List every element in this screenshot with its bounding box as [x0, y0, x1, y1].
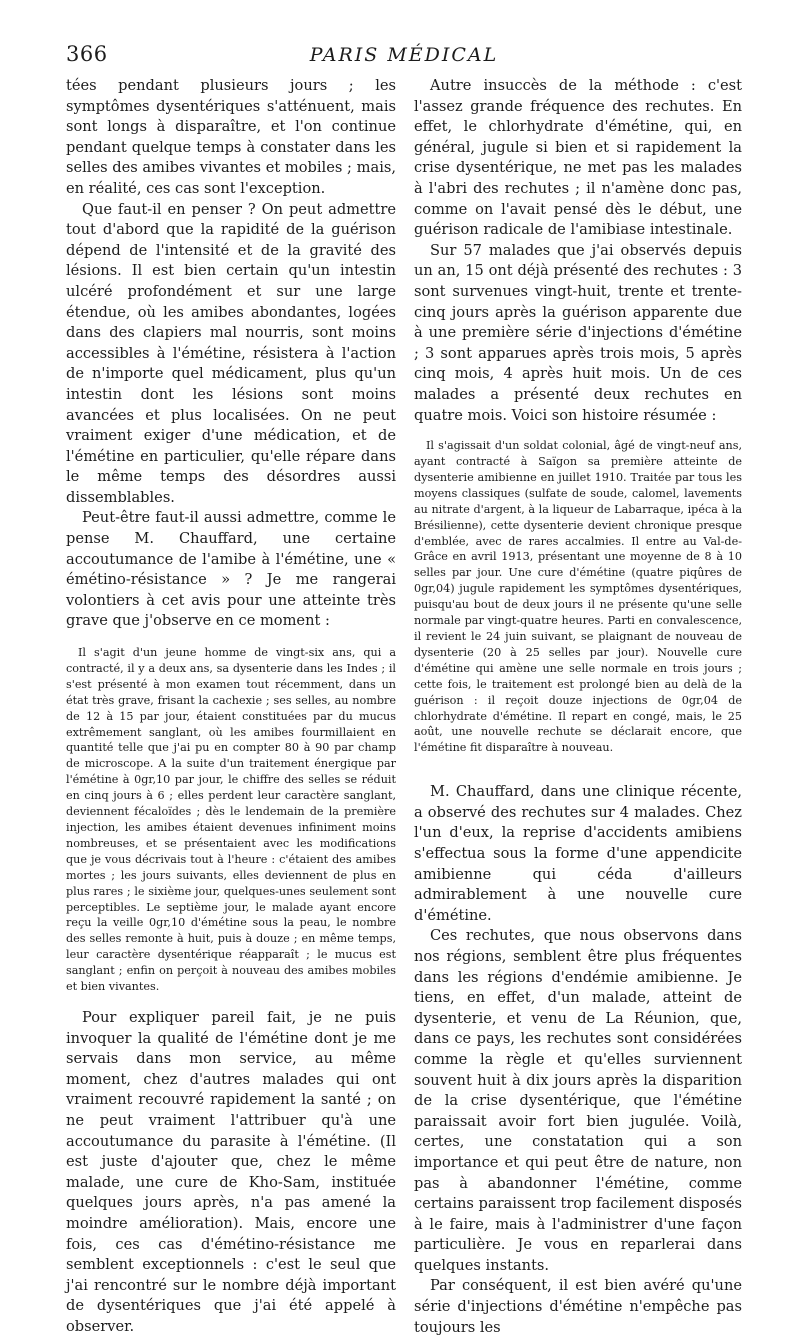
- running-title: PARIS MÉDICAL: [309, 44, 499, 66]
- case-report: Il s'agissait d'un soldat colonial, âgé de vingt-neuf ans, ayant contracté à Saïgon sa première atteinte de dysenterie amibienne en juillet 1910. Traitée par tous les moyens classiques (sulfate de soude, calomel, lavements au nitrate d'argent, à la liqueur de Labarraque, ipéca à la Brésilienne), cette dysenterie devient chronique presque d'emblée, avec de rares accalmies. Il entre au Val-de-Grâce en avril 1913, présentant une moyenne de 8 à 10 selles par jour. Une cure d'émétine (quatre piqûres de 0gr,04) jugule rapidement les symptômes dysentériques, puisqu'au bout de deux jours il ne présente qu'une selle normale par vingt-quatre heures. Parti en convalescence, il revient le 24 juin suivant, se plaignant de nouveau de dysenterie (20 à 25 selles par jour). Nouvelle cure d'émétine qui amène une selle normale en trois jours ; cette fois, le traitement est prolongé bien au delà de la guérison : il reçoit douze injections de 0gr,04 de chlorhydrate d'émétine. Il repart en congé, mais, le 25 août, une nouvelle rechute se déclarait encore, que l'émétine fit disparaître à nouveau.: [414, 439, 742, 755]
- paragraph: Ces rechutes, que nous observons dans nos régions, semblent être plus fréquentes dans les régions d'endémie amibienne. Je tiens, en effet, d'un malade, atteint de dysenterie, et venu de La Réunion, que, dans ce pays, les rechutes sont considérées comme la règle et qu'elles surviennent souvent huit à dix jours après la disparition de la crise dysentérique, que l'émétine paraissait avoir fort bien jugulée. Voilà, certes, une constatation qui a son importance et qui peut être de nature, non pas à abandonner l'émétine, comme certains paraissent trop facilement disposés à le faire, mais à l'administrer d'une façon particulière. Je vous en reparlerai dans quelques instants.: [414, 927, 742, 1274]
- paragraph: Que faut-il en penser ? On peut admettre tout d'abord que la rapidité de la guérison dépend de l'intensité et de la gravité des lésions. Il est bien certain qu'un intestin ulcéré profondément et sur une large étendue, où les amibes abondantes, logées dans des clapiers mal nourris, sont moins accessibles à l'émétine, résistera à l'action de n'importe quel médicament, plus qu'un intestin dont les lésions sont moins avancées et plus localisées. On ne peut vraiment exiger d'une médication, et de l'émétine en particulier, qu'elle répare dans le même temps des désordres aussi dissemblables.: [66, 200, 396, 506]
- paragraph: Pour expliquer pareil fait, je ne puis invoquer la qualité de l'émétine dont je me servais dans mon service, au même moment, chez d'autres malades qui ont vraiment recouvré rapidement la santé ; on ne peut vraiment l'attribuer qu'à une accoutumance du parasite à l'émétine. (Il est juste d'ajouter que, chez le même malade, une cure de Kho-Sam, instituée quelques jours après, n'a pas amené la moindre amélioration). Mais, encore une fois, ces cas d'émétino-résistance me semblent exceptionnels : c'est le seul que j'ai rencontré sur le nombre déjà important de dysentériques que j'ai été appelé à observer.: [66, 1008, 396, 1335]
- paragraph: Autre insuccès de la méthode : c'est l'assez grande fréquence des rechutes. En effet, le chlorhydrate d'émétine, qui, en général, jugule si bien et si rapidement la crise dysentérique, ne met pas les malades à l'abri des rechutes ; il n'amène donc pas, comme on l'avait pensé dès le début, une guérison radicale de l'amibiase intestinale.: [414, 77, 742, 239]
- right-column: [414, 76, 742, 1338]
- paragraph: M. Chauffard, dans une clinique récente, a observé des rechutes sur 4 malades. Chez l'un d'eux, la reprise d'accidents amibiens s'effectua sous la forme d'une appendicite amibienne qui céda d'ailleurs admirablement à une nouvelle cure d'émétine.: [414, 783, 742, 924]
- page-header: [66, 42, 742, 72]
- left-column: [66, 76, 396, 1337]
- paragraph: tées pendant plusieurs jours ; les symptômes dysentériques s'atténuent, mais sont longs à disparaître, et l'on continue pendant quelque temps à constater dans les selles des amibes vivantes et mobiles ; mais, en réalité, ces cas sont l'exception.: [66, 77, 396, 197]
- paragraph: Par conséquent, il est bien avéré qu'une série d'injections d'émétine n'empêche pas toujours les: [414, 1277, 742, 1336]
- page-number: 366: [66, 42, 108, 66]
- paragraph: Peut-être faut-il aussi admettre, comme le pense M. Chauffard, une certaine accoutumance de l'amibe à l'émétine, une « émétino-résistance » ? Je me rangerai volontiers à cet avis pour une atteinte très grave que j'observe en ce moment :: [66, 509, 396, 630]
- paragraph: Sur 57 malades que j'ai observés depuis un an, 15 ont déjà présenté des rechutes : 3 sont survenues vingt-huit, trente et trente-cinq jours après la guérison apparente due à une première série d'injections d'émétine ; 3 sont apparues après trois mois, 5 après cinq mois, 4 après huit mois. Un de ces malades a présenté deux rechutes en quatre mois. Voici son histoire résumée :: [414, 241, 742, 424]
- case-report: Il s'agit d'un jeune homme de vingt-six ans, qui a contracté, il y a deux ans, sa dysenterie dans les Indes ; il s'est présenté à mon examen tout récemment, dans un état très grave, frisant la cachexie ; ses selles, au nombre de 12 à 15 par jour, étaient constituées par du mucus extrêmement sanglant, où les amibes fourmillaient en quantité telle que j'ai pu en compter 80 à 90 par champ de microscope. A la suite d'un traitement énergique par l'émétine à 0gr,10 par jour, le chiffre des selles se réduit en cinq jours à 6 ; elles perdent leur caractère sanglant, deviennent fécaloïdes ; dès le lendemain de la première injection, les amibes étaient devenues infiniment moins nombreuses, et se présentaient avec les modifications que je vous décrivais tout à l'heure : c'étaient des amibes mortes ; les jours suivants, elles deviennent de plus en plus rares ; le sixième jour, quelques-unes seulement sont perceptibles. Le septième jour, le malade ayant encore reçu la veille 0gr,10 d'émétine sous la peau, le nombre des selles remonte à huit, puis à douze ; en même temps, leur caractère dysentérique réapparaît ; le mucus est sanglant ; enfin on perçoit à nouveau des amibes mobiles et bien vivantes.: [66, 646, 396, 994]
